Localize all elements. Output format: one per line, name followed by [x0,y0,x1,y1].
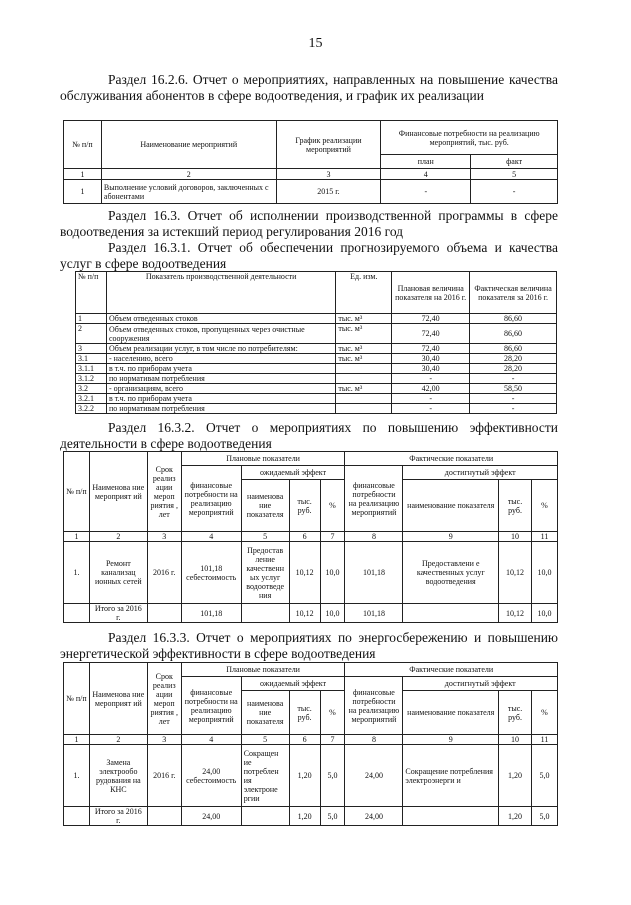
table-row [76,324,557,344]
col-number: 11 [531,532,557,542]
page-number: 15 [308,36,323,51]
row-fact: 86,60 [470,344,557,354]
header-finance-fact: финансовые потребности на реализацию мероприятий [345,466,403,532]
section-title-text: Раздел 16.3.1. Отчет об обеспечении прогнозируемого объема и качества услуг в сфере водоотведения [60,240,558,271]
col-number: 1 [64,735,90,745]
table-quality-service [63,120,558,204]
row-schedule: 2015 г. [276,180,381,204]
header-finance-plan: финансовые потребности на реализацию мероприятий [181,466,241,532]
table-row [76,384,557,394]
total-pct-fact: 10,0 [531,604,557,623]
row-fact: 86,60 [470,324,557,344]
total-trub-fact: 10,12 [499,604,532,623]
col-number: 5 [471,169,558,180]
header-finance-plan: финансовые потребности на реализацию мероприятий [181,677,241,735]
col-number: 10 [499,735,532,745]
row-plan: 30,40 [392,354,470,364]
row-unit: тыс. м³ [336,354,392,364]
header-trub: тыс. руб. [289,480,320,532]
col-number: 7 [320,735,345,745]
header-num: № п/п [64,663,90,735]
row-plan: 72,40 [392,324,470,344]
row-indicator-name-fact: Предоставлени е качественных услуг водоотведения [403,542,499,604]
header-actual: Фактические показатели [345,663,558,677]
table-row [64,745,558,807]
section-16-2-6-title [60,72,558,104]
col-number: 7 [320,532,345,542]
header-term: Срок реализ ации мероп риятия , лет [147,663,181,735]
col-number: 5 [241,532,289,542]
row-finance-fact: 101,18 [345,542,403,604]
col-number: 4 [181,532,241,542]
table-row [76,374,557,384]
row-fact: - [471,180,558,204]
table-row [64,180,558,204]
row-num: 1. [64,745,90,807]
col-number: 2 [89,735,147,745]
table-row [76,404,557,414]
row-pct: 5,0 [320,745,345,807]
row-name: в т.ч. по приборам учета [106,394,335,404]
row-name: Объем отведенных стоков, пропущенных через очистные сооружения [106,324,335,344]
header-num: № п/п [64,452,90,532]
total-pct: 5,0 [320,807,345,826]
row-fact: - [470,374,557,384]
row-indicator-name: Сокращен ие потреблен ия электроне ргии [241,745,289,807]
header-trub-fact: тыс. руб. [499,480,532,532]
header-name: Показатель производственной деятельности [106,272,335,314]
row-num: 3 [76,344,107,354]
row-term: 2016 г. [147,542,181,604]
header-indicator-name: наименова ние показателя [241,691,289,735]
section-title-text: Раздел 16.2.6. Отчет о мероприятиях, направленных на повышение качества обслуживания абонентов в сфере водоотведения, и график их реализации [60,72,558,103]
total-trub: 10,12 [289,604,320,623]
row-plan: 72,40 [392,344,470,354]
col-number: 11 [531,735,557,745]
header-schedule: График реализации мероприятий [276,121,381,169]
row-plan: 72,40 [392,314,470,324]
row-trub: 10,12 [289,542,320,604]
row-num: 3.1 [76,354,107,364]
column-numbers-row [64,532,558,542]
total-label: Итого за 2016 г. [89,604,147,623]
row-term: 2016 г. [147,745,181,807]
header-indicator-name: наименова ние показателя [241,480,289,532]
header-term: Срок реализ ации мероп риятия , лет [147,452,181,532]
row-num: 2 [76,324,107,344]
row-plan: 30,40 [392,364,470,374]
section-16-3-3-title [60,630,558,662]
header-name: Наименование мероприятий [101,121,276,169]
table-row [76,354,557,364]
row-num: 3.2.1 [76,394,107,404]
header-expected: ожидаемый эффект [241,677,345,691]
row-plan: - [392,394,470,404]
section-16-3-1-title [60,240,558,272]
header-pct-fact: % [531,480,557,532]
row-fact: - [470,394,557,404]
row-unit [336,374,392,384]
row-finance-plan: 101,18 себестоимость [181,542,241,604]
row-name: Объем отведенных стоков [106,314,335,324]
header-indicator-name-fact: наименование показателя [403,691,499,735]
row-indicator-name: Предостав ление качественн ых услуг водоотведе ния [241,542,289,604]
col-number: 1 [64,169,102,180]
table-row [76,394,557,404]
header-actual: Фактические показатели [345,452,558,466]
header-fact: Фактическая величина показателя за 2016 г. [470,272,557,314]
row-name: Объем реализации услуг, в том числе по потребителям: [106,344,335,354]
row-trub-fact: 1,20 [499,745,532,807]
row-num: 3.1.2 [76,374,107,384]
col-number: 3 [276,169,381,180]
row-name: - организациям, всего [106,384,335,394]
header-planned: Плановые показатели [181,452,345,466]
col-number: 2 [89,532,147,542]
row-unit: тыс. м³ [336,384,392,394]
column-numbers-row [64,169,558,180]
row-unit [336,394,392,404]
row-num: 1. [64,542,90,604]
row-num: 1 [76,314,107,324]
header-expected: ожидаемый эффект [241,466,345,480]
col-number: 5 [241,735,289,745]
col-number: 8 [345,735,403,745]
total-finance-plan: 24,00 [181,807,241,826]
section-16-3-2-title [60,420,558,452]
col-number: 9 [403,735,499,745]
section-title-text: Раздел 16.3. Отчет об исполнении производственной программы в сфере водоотведения за истекший период регулирования 2016 год [60,208,558,239]
table-volume-quality [75,271,557,414]
row-pct: 10,0 [320,542,345,604]
row-pct-fact: 10,0 [531,542,557,604]
table-efficiency-measures [63,451,558,623]
col-number: 4 [181,735,241,745]
col-number: 1 [64,532,90,542]
row-fact: 58,50 [470,384,557,394]
total-finance-fact: 101,18 [345,604,403,623]
row-name: Ремонт канализац ионных сетей [89,542,147,604]
row-num: 3.2 [76,384,107,394]
row-name: Замена электрообо рудования на КНС [89,745,147,807]
total-row [64,604,558,623]
table-row [76,344,557,354]
header-indicator-name-fact: наименование показателя [403,480,499,532]
header-pct: % [320,691,345,735]
col-number: 3 [147,532,181,542]
row-plan: - [392,404,470,414]
header-plan: Плановая величина показателя на 2016 г. [392,272,470,314]
section-16-3-title [60,208,558,240]
row-num: 1 [64,180,102,204]
col-number: 8 [345,532,403,542]
row-fact: 28,20 [470,354,557,364]
row-finance-fact: 24,00 [345,745,403,807]
row-trub-fact: 10,12 [499,542,532,604]
total-trub-fact: 1,20 [499,807,532,826]
table-energy-saving [63,662,558,826]
col-number: 10 [499,532,532,542]
row-unit: тыс. м³ [336,314,392,324]
total-pct: 10,0 [320,604,345,623]
row-indicator-name-fact: Сокращение потребления электроэнерги и [403,745,499,807]
row-name: в т.ч. по приборам учета [106,364,335,374]
header-finance: Финансовые потребности на реализацию мероприятий, тыс. руб. [381,121,558,155]
total-trub: 1,20 [289,807,320,826]
total-label: Итого за 2016 г. [89,807,147,826]
header-trub-fact: тыс. руб. [499,691,532,735]
row-name: по нормативам потребления [106,404,335,414]
row-unit: тыс. м³ [336,344,392,354]
row-name: по нормативам потребления [106,374,335,384]
col-number: 3 [147,735,181,745]
header-planned: Плановые показатели [181,663,345,677]
row-unit: тыс. м³ [336,324,392,344]
header-unit: Ед. изм. [336,272,392,314]
header-achieved: достигнутый эффект [403,677,558,691]
table-row [76,314,557,324]
column-numbers-row [64,735,558,745]
row-num: 3.1.1 [76,364,107,374]
section-title-text: Раздел 16.3.3. Отчет о мероприятиях по энергосбережению и повышению энергетической эффективности в сфере водоотведения [60,630,558,661]
row-unit [336,364,392,374]
row-plan: - [381,180,471,204]
col-number: 4 [381,169,471,180]
row-finance-plan: 24,00 себестоимость [181,745,241,807]
row-pct-fact: 5,0 [531,745,557,807]
header-num: № п/п [64,121,102,169]
header-fact: факт [471,155,558,169]
header-trub: тыс. руб. [289,691,320,735]
table-row [64,542,558,604]
col-number: 6 [289,735,320,745]
col-number: 2 [101,169,276,180]
row-num: 3.2.2 [76,404,107,414]
header-finance-fact: финансовые потребности на реализацию мероприятий [345,677,403,735]
row-trub: 1,20 [289,745,320,807]
header-name: Наименова ние мероприят ий [89,452,147,532]
row-fact: 28,20 [470,364,557,374]
total-finance-plan: 101,18 [181,604,241,623]
row-name: Выполнение условий договоров, заключенных с абонентами [101,180,276,204]
total-pct-fact: 5,0 [531,807,557,826]
header-pct: % [320,480,345,532]
col-number: 6 [289,532,320,542]
row-plan: - [392,374,470,384]
total-row [64,807,558,826]
table-row [76,364,557,374]
total-finance-fact: 24,00 [345,807,403,826]
header-num: № п/п [76,272,107,314]
row-fact: 86,60 [470,314,557,324]
header-achieved: достигнутый эффект [403,466,558,480]
row-name: - населению, всего [106,354,335,364]
header-name: Наименова ние мероприят ий [89,663,147,735]
row-unit [336,404,392,414]
header-plan: план [381,155,471,169]
header-pct-fact: % [531,691,557,735]
row-plan: 42,00 [392,384,470,394]
row-fact: - [470,404,557,414]
section-title-text: Раздел 16.3.2. Отчет о мероприятиях по повышению эффективности деятельности в сфере водоотведения [60,420,558,451]
col-number: 9 [403,532,499,542]
